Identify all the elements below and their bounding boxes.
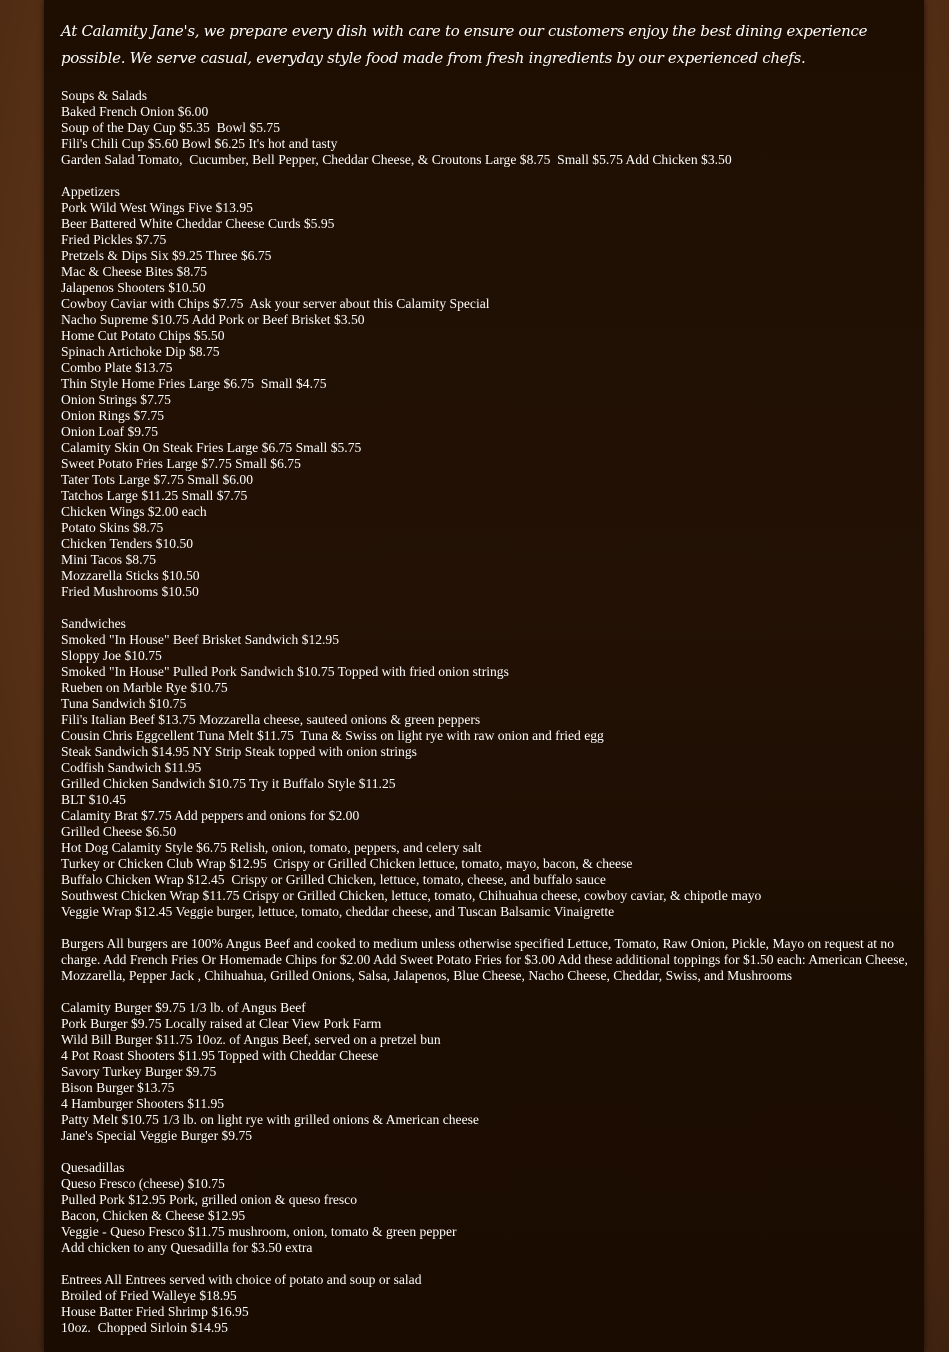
menu-item: Mac & Cheese Bites $8.75 — [61, 264, 208, 279]
menu-item: Cowboy Caviar with Chips $7.75 Ask your server about this Calamity Special — [61, 296, 490, 311]
menu-item: Add chicken to any Quesadilla for $3.50 extra — [61, 1240, 313, 1255]
menu-item: 10oz. Chopped Sirloin $14.95 — [61, 1320, 228, 1335]
menu-item: Garden Salad Tomato, Cucumber, Bell Pepper, Cheddar Cheese, & Croutons Large $8.75 Small $5.75 Add Chicken $3.50 — [61, 152, 732, 167]
menu-item: Potato Skins $8.75 — [61, 520, 164, 535]
menu-item: Mini Tacos $8.75 — [61, 552, 157, 567]
menu-item: Fried Pickles $7.75 — [61, 232, 167, 247]
menu-item: Codfish Sandwich $11.95 — [61, 760, 202, 775]
menu-item: Fili's Chili Cup $5.60 Bowl $6.25 It's hot and tasty — [61, 136, 338, 151]
section-heading: Appetizers — [61, 184, 120, 199]
intro-paragraph: At Calamity Jane's, we prepare every dish with care to ensure our customers enjoy the best dining experience possible. We serve casual, everyday style food made from fresh ingredients by our experienced chefs. — [61, 22, 868, 67]
menu-item: Pork Burger $9.75 Locally raised at Clear View Pork Farm — [61, 1016, 382, 1031]
section-spacer — [61, 1256, 909, 1272]
menu-item: Calamity Burger $9.75 1/3 lb. of Angus Beef — [61, 1000, 306, 1015]
menu-item: Fili's Italian Beef $13.75 Mozzarella cheese, sauteed onions & green peppers — [61, 712, 481, 727]
menu-item: Turkey or Chicken Club Wrap $12.95 Crispy or Grilled Chicken lettuce, tomato, mayo, bacon, & cheese — [61, 856, 633, 871]
menu-item: Patty Melt $10.75 1/3 lb. on light rye with grilled onions & American cheese — [61, 1112, 479, 1127]
menu-item: Savory Turkey Burger $9.75 — [61, 1064, 217, 1079]
menu-item: Broiled of Fried Walleye $18.95 — [61, 1288, 237, 1303]
menu-item: Bison Burger $13.75 — [61, 1080, 175, 1095]
menu-item: Soup of the Day Cup $5.35 Bowl $5.75 — [61, 120, 281, 135]
section-sandwiches — [61, 616, 909, 920]
menu-item: Pretzels & Dips Six $9.25 Three $6.75 — [61, 248, 272, 263]
menu-item: Wild Bill Burger $11.75 10oz. of Angus Beef, served on a pretzel bun — [61, 1032, 441, 1047]
menu-content — [61, 18, 909, 1336]
menu-item: Veggie Wrap $12.45 Veggie burger, lettuce, tomato, cheddar cheese, and Tuscan Balsamic Vinaigrette — [61, 904, 615, 919]
menu-item: Steak Sandwich $14.95 NY Strip Steak topped with onion strings — [61, 744, 417, 759]
menu-item: Veggie - Queso Fresco $11.75 mushroom, onion, tomato & green pepper — [61, 1224, 457, 1239]
menu-item: House Batter Fried Shrimp $16.95 — [61, 1304, 249, 1319]
menu-item: Buffalo Chicken Wrap $12.45 Crispy or Grilled Chicken, lettuce, tomato, cheese, and buffalo sauce — [61, 872, 606, 887]
menu-item: 4 Pot Roast Shooters $11.95 Topped with Cheddar Cheese — [61, 1048, 379, 1063]
section-spacer — [61, 984, 909, 1000]
menu-item: Hot Dog Calamity Style $6.75 Relish, onion, tomato, peppers, and celery salt — [61, 840, 482, 855]
menu-item: Queso Fresco (cheese) $10.75 — [61, 1176, 225, 1191]
menu-item: Sweet Potato Fries Large $7.75 Small $6.75 — [61, 456, 301, 471]
menu-item: Grilled Cheese $6.50 — [61, 824, 177, 839]
section-heading: Entrees All Entrees served with choice of potato and soup or salad — [61, 1272, 422, 1287]
menu-item: Cousin Chris Eggcellent Tuna Melt $11.75 Tuna & Swiss on light rye with raw onion and fried egg — [61, 728, 604, 743]
menu-item: Spinach Artichoke Dip $8.75 — [61, 344, 220, 359]
menu-item: Combo Plate $13.75 — [61, 360, 173, 375]
menu-item: Rueben on Marble Rye $10.75 — [61, 680, 228, 695]
menu-item: Pork Wild West Wings Five $13.95 — [61, 200, 253, 215]
section-spacer — [61, 600, 909, 616]
section-spacer — [61, 168, 909, 184]
menu-item: Calamity Skin On Steak Fries Large $6.75 Small $5.75 — [61, 440, 362, 455]
menu-item: Bacon, Chicken & Cheese $12.95 — [61, 1208, 246, 1223]
section-appetizers — [61, 184, 909, 600]
menu-item: 4 Hamburger Shooters $11.95 — [61, 1096, 225, 1111]
menu-item: Chicken Tenders $10.50 — [61, 536, 194, 551]
menu-item: Chicken Wings $2.00 each — [61, 504, 207, 519]
menu-item: Jalapenos Shooters $10.50 — [61, 280, 206, 295]
menu-item: BLT $10.45 — [61, 792, 126, 807]
menu-item: Calamity Brat $7.75 Add peppers and onions for $2.00 — [61, 808, 360, 823]
section-heading: Burgers All burgers are 100% Angus Beef and cooked to medium unless otherwise specified Lettuce, Tomato, Raw Onion, Pickle, Mayo on request at no charge. Add French Fries Or Homemade Chips for $2.00 Add Sweet Potato Fries for $3.00 Add these additional toppings for $1.50 each: American Cheese, Mozzarella, Pepper Jack , Chihuahua, Grilled Onions, Salsa, Jalapenos, Blue Cheese, Nacho Cheese, Cheddar, Swiss, and Mushrooms — [61, 936, 908, 983]
menu-item: Sloppy Joe $10.75 — [61, 648, 162, 663]
menu-item: Onion Strings $7.75 — [61, 392, 171, 407]
menu-item: Mozzarella Sticks $10.50 — [61, 568, 200, 583]
section-soups-salads — [61, 88, 909, 168]
section-quesadillas — [61, 1160, 909, 1256]
menu-item: Onion Rings $7.75 — [61, 408, 165, 423]
section-spacer — [61, 1144, 909, 1160]
menu-item: Baked French Onion $6.00 — [61, 104, 209, 119]
section-heading: Sandwiches — [61, 616, 126, 631]
menu-item: Thin Style Home Fries Large $6.75 Small $4.75 — [61, 376, 327, 391]
menu-item: Onion Loaf $9.75 — [61, 424, 159, 439]
menu-item: Jane's Special Veggie Burger $9.75 — [61, 1128, 253, 1143]
menu-item: Tuna Sandwich $10.75 — [61, 696, 187, 711]
section-burgers — [61, 936, 909, 1144]
section-heading: Quesadillas — [61, 1160, 125, 1175]
menu-item: Grilled Chicken Sandwich $10.75 Try it Buffalo Style $11.25 — [61, 776, 396, 791]
section-entrees — [61, 1272, 909, 1336]
section-heading: Soups & Salads — [61, 88, 148, 103]
menu-item: Pulled Pork $12.95 Pork, grilled onion & queso fresco — [61, 1192, 358, 1207]
menu-item: Tatchos Large $11.25 Small $7.75 — [61, 488, 248, 503]
menu-item: Tater Tots Large $7.75 Small $6.00 — [61, 472, 254, 487]
menu-item: Smoked "In House" Beef Brisket Sandwich $12.95 — [61, 632, 340, 647]
menu-item: Beer Battered White Cheddar Cheese Curds $5.95 — [61, 216, 335, 231]
menu-item: Home Cut Potato Chips $5.50 — [61, 328, 225, 343]
menu-item: Smoked "In House" Pulled Pork Sandwich $10.75 Topped with fried onion strings — [61, 664, 509, 679]
menu-item: Nacho Supreme $10.75 Add Pork or Beef Brisket $3.50 — [61, 312, 365, 327]
menu-item: Southwest Chicken Wrap $11.75 Crispy or Grilled Chicken, lettuce, tomato, Chihuahua cheese, cowboy caviar, & chipotle mayo — [61, 888, 762, 903]
menu-item: Fried Mushrooms $10.50 — [61, 584, 199, 599]
section-spacer — [61, 920, 909, 936]
